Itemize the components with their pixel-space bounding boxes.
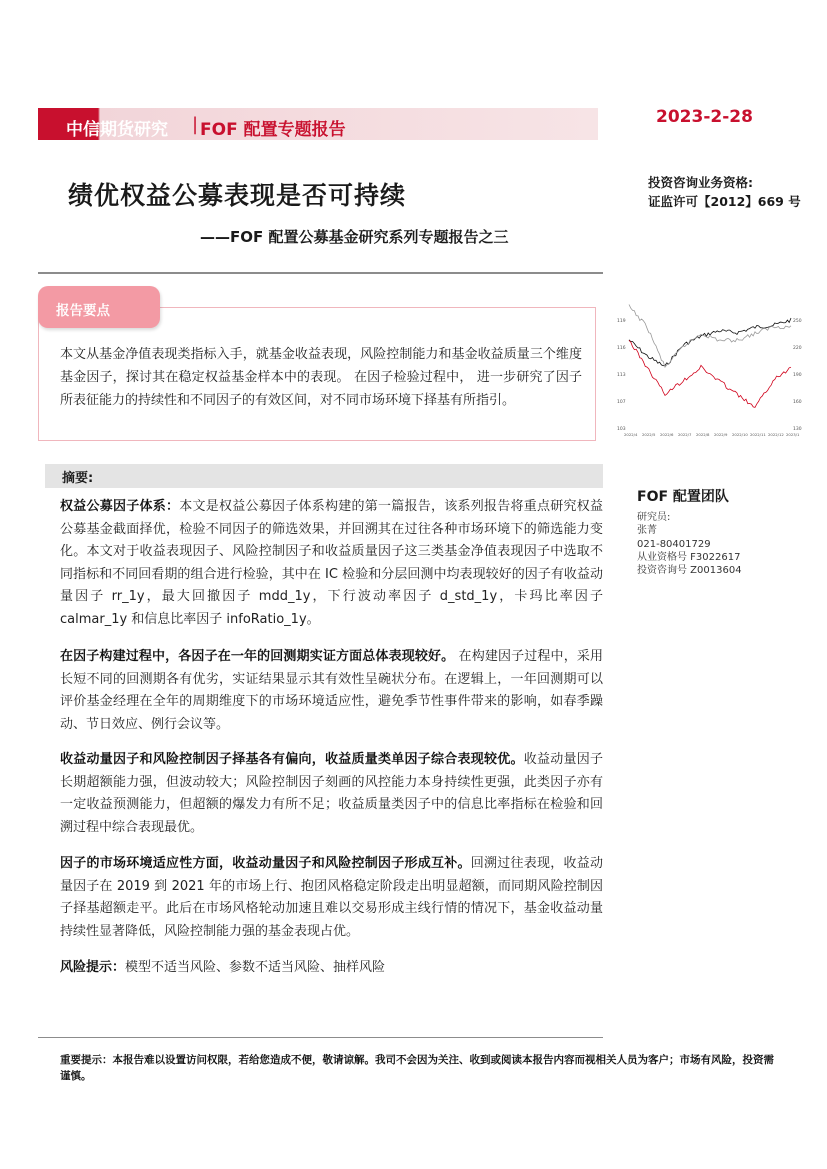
right-tick-label: 160 <box>793 400 802 405</box>
x-tick-label: 2022/7 <box>678 432 692 437</box>
left-tick-label: 103 <box>617 427 626 432</box>
report-series: FOF 配置专题报告 <box>200 120 346 140</box>
risk-warning-lead: 风险提示： <box>60 960 126 975</box>
credential-line-1: 投资咨询业务资格: <box>648 175 753 190</box>
x-tick-label: 2022/6 <box>660 432 674 437</box>
paragraph-4-lead: 因子的市场环境适应性方面，收益动量因子和风险控制因子形成互补。 <box>60 856 471 871</box>
key-points-text: 本文从基金净值表现类指标入手，就基金收益表现，风险控制能力和基金收益质量三个维度基金因子，探讨其在稳定权益基金样本中的表现。 在因子检验过程中， 进一步研究了因子所表征能力的持续性和不同因子的有效区间，对不同市场环境下择基有所指引。 <box>60 347 582 408</box>
summary-bar <box>45 464 603 488</box>
right-tick-label: 130 <box>793 427 802 432</box>
researcher-name: 张菁 <box>637 525 657 537</box>
paragraph-2-lead: 在因子构建过程中，各因子在一年的回测期实证方面总体表现较好。 <box>60 649 455 664</box>
x-tick-label: 2022/10 <box>732 432 748 437</box>
left-tick-label: 107 <box>617 400 626 405</box>
paragraph-1-body: 本文是权益公募因子体系构建的第一篇报告，该系列报告将重点研究权益公募基金截面择优，检验不同因子的筛选效果，并回溯其在过往各种市场环境下的筛选能力变化。本文对于收益表现因子、风险控制因子和收益质量因子这三类基金净值表现因子中选取不同指标和不同回看期的组合进行检验，其中在 IC 检验和分层回测中均表现较好的因子有收益动量因子 rr_1y，最大回撤因子 mdd_1y，下行波动率因子 d_std_1y，卡玛比率因子 calmar_1y 和信息比率因子 infoRatio_1y。 <box>60 499 603 627</box>
left-tick-label: 119 <box>617 319 626 324</box>
x-tick-label: 2022/11 <box>750 432 766 437</box>
x-tick-label: 2022/8 <box>696 432 710 437</box>
footer-divider <box>38 1037 603 1038</box>
factor-chart <box>615 298 807 440</box>
left-tick-label: 113 <box>617 373 626 378</box>
paragraph-4-body: 回溯过往表现，收益动量因子在 2019 到 2021 年的市场上行、抱团风格稳定阶段走出明显超额，而同期风险控制因子择基超额走平。此后在市场风格轮动加速且难以交易形成主线行情的情况下，基金收益动量持续性显著降低，风险控制能力强的基金表现占优。 <box>60 856 603 939</box>
paragraph-3-body: 收益动量因子长期超额能力强，但波动较大；风险控制因子刻画的风控能力本身持续性更强，此类因子亦有一定收益预测能力，但超额的爆发力有所不足；收益质量类因子中的信息比率指标在检验和回溯过程中综合表现最优。 <box>60 752 603 835</box>
page-title: 绩优权益公募表现是否可持续 <box>68 181 407 210</box>
summary-label: 摘要: <box>62 471 94 486</box>
right-tick-label: 220 <box>793 346 802 351</box>
x-tick-label: 2023/1 <box>786 432 800 437</box>
paragraph-3-lead: 收益动量因子和风险控制因子择基各有偏向，收益质量类单因子综合表现较优。 <box>60 752 524 767</box>
header-separator: | <box>192 114 199 135</box>
paragraph-4 <box>60 853 603 943</box>
brand-name: 中信期货研究 <box>66 120 168 140</box>
left-tick-label: 116 <box>617 346 626 351</box>
researcher-role: 研究员: <box>637 512 671 523</box>
researcher-license-2: 投资咨询号 Z0013604 <box>637 565 742 577</box>
x-tick-label: 2022/5 <box>642 432 656 437</box>
risk-warning-body: 模型不适当风险、参数不适当风险、抽样风险 <box>125 960 386 975</box>
key-points-tab-label: 报告要点 <box>56 303 110 319</box>
report-date: 2023-2-28 <box>656 107 753 127</box>
paragraph-2-body: 在构建因子过程中，采用长短不同的回测期各有优劣，实证结果显示其有效性呈碗状分布。在逻辑上，一年回测期可以评价基金经理在全年的周期维度下的市场环境适应性，避免季节性事件带来的影响，如春季躁动、节日效应、例行会议等。 <box>60 649 603 732</box>
team-title: FOF 配置团队 <box>637 489 729 505</box>
x-tick-label: 2022/4 <box>624 432 638 437</box>
researcher-phone: 021-80401729 <box>637 538 711 550</box>
team-info <box>637 511 742 577</box>
footer-disclaimer: 重要提示：本报告难以设置访问权限，若给您造成不便，敬请谅解。我司不会因为关注、收到或阅读本报告内容而视相关人员为客户；市场有风险，投资需谨慎。 <box>60 1054 774 1082</box>
right-tick-label: 250 <box>793 319 802 324</box>
title-divider <box>38 272 603 274</box>
paragraph-3 <box>60 749 603 839</box>
paragraph-2 <box>60 646 603 736</box>
researcher-license-1: 从业资格号 F3022617 <box>637 551 741 563</box>
x-tick-label: 2022/12 <box>768 432 784 437</box>
page-subtitle: ——FOF 配置公募基金研究系列专题报告之三 <box>200 228 509 246</box>
x-tick-label: 2022/9 <box>714 432 728 437</box>
paragraph-1-lead: 权益公募因子体系： <box>60 499 180 514</box>
risk-warning <box>60 957 603 980</box>
credential-line-2: 证监许可【2012】669 号 <box>648 194 801 209</box>
paragraph-1 <box>60 496 603 631</box>
right-tick-label: 190 <box>793 373 802 378</box>
